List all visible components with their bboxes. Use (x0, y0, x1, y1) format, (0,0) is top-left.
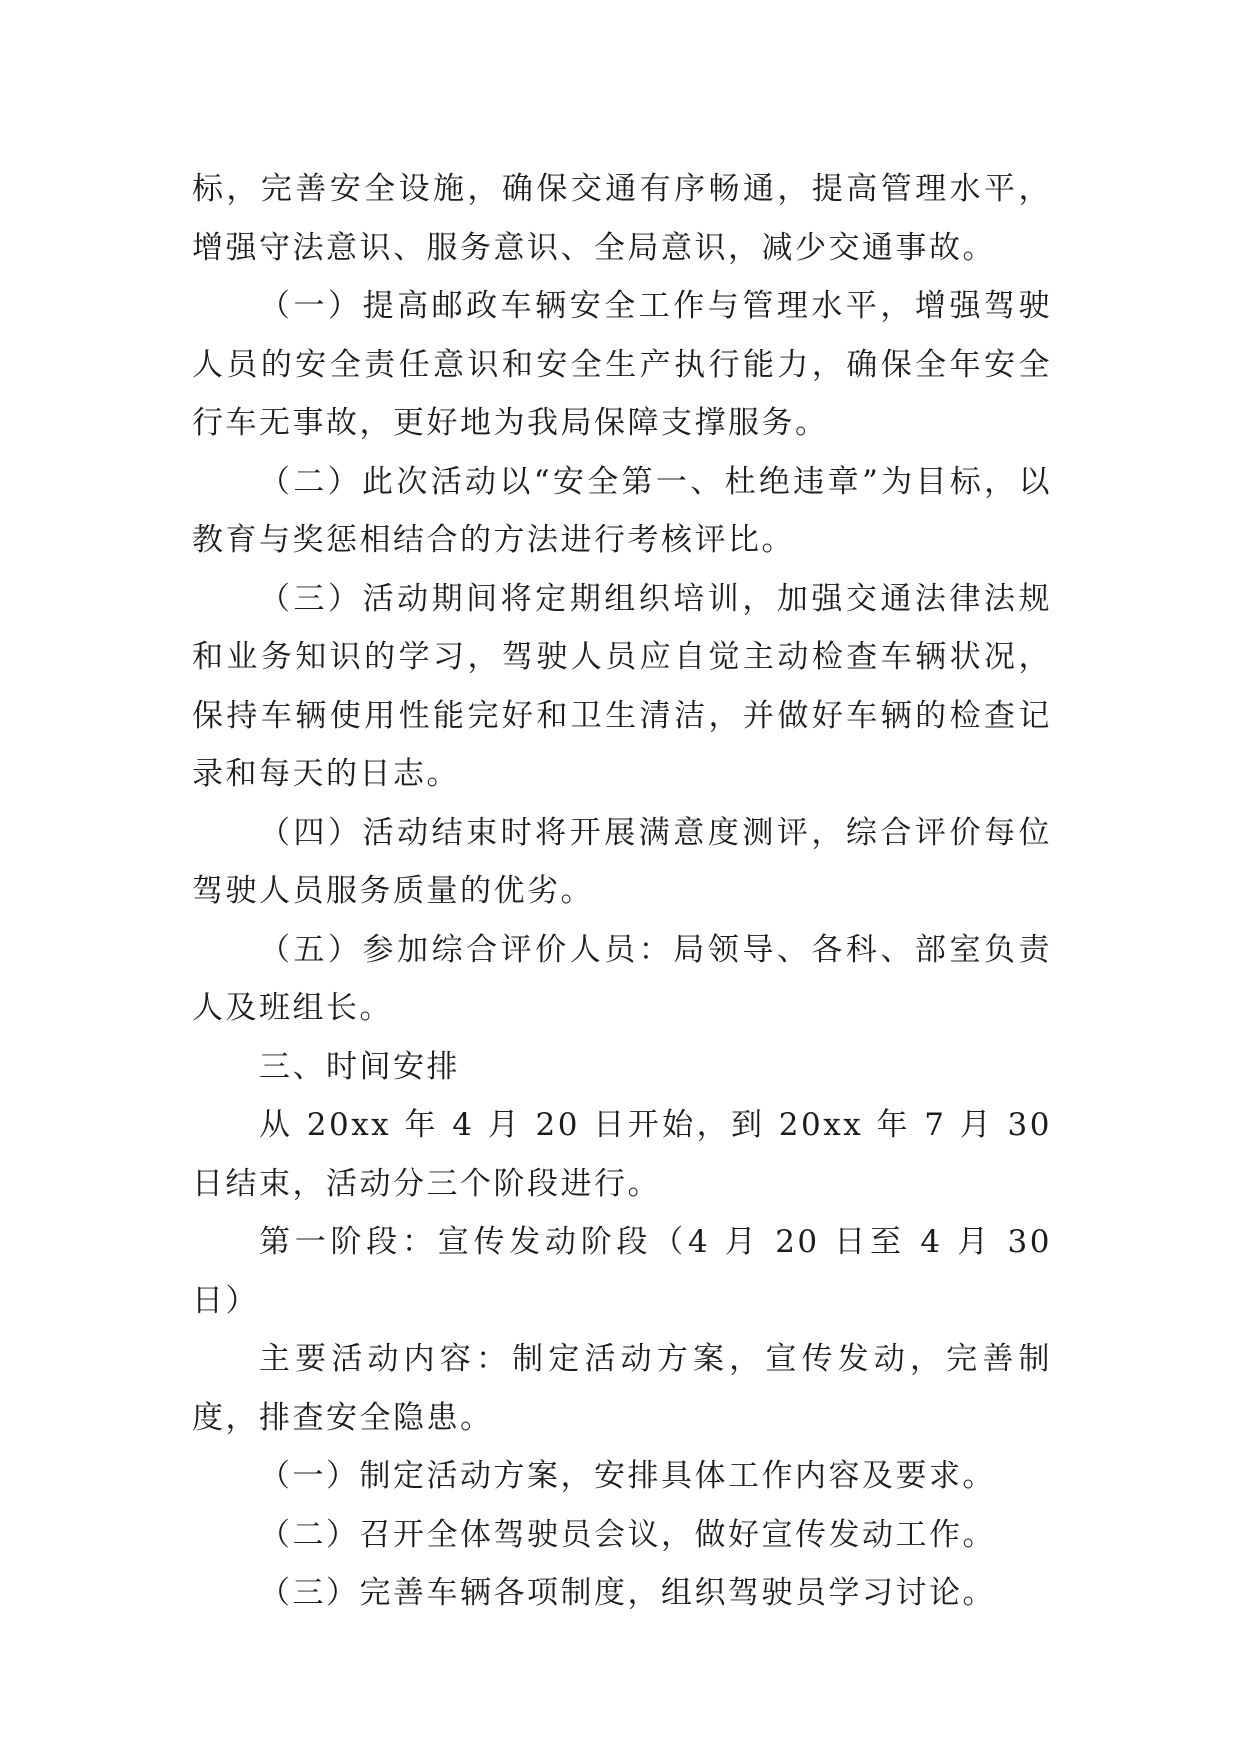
paragraph-11: （一）制定活动方案，安排具体工作内容及要求。 (259, 1458, 996, 1494)
paragraph-1: 标，完善安全设施，确保交通有序畅通，提高管理水平，增强守法意识、服务意识、全局意识，减少交通事故。 (192, 171, 1052, 266)
document-body (192, 160, 1052, 1623)
paragraph-3: （二）此次活动以“安全第一、杜绝违章”为目标，以教育与奖惩相结合的方法进行考核评比。 (192, 463, 1052, 558)
paragraph-13: （三）完善车辆各项制度，组织驾驶员学习讨论。 (259, 1575, 996, 1611)
paragraph-5: （四）活动结束时将开展满意度测评，综合评价每位驾驶人员服务质量的优劣。 (192, 814, 1052, 909)
paragraph-8: 从 20xx 年 4 月 20 日开始，到 20xx 年 7 月 30 日结束，活动分三个阶段进行。 (192, 1107, 1052, 1202)
phase-one-heading: 第一阶段：宣传发动阶段（4 月 20 日至 4 月 30 日） (192, 1224, 1052, 1319)
section-heading-schedule: 三、时间安排 (259, 1048, 460, 1085)
paragraph-6: （五）参加综合评价人员：局领导、各科、部室负责人及班组长。 (192, 931, 1052, 1026)
paragraph-4: （三）活动期间将定期组织培训，加强交通法律法规和业务知识的学习，驾驶人员应自觉主动检查车辆状况，保持车辆使用性能完好和卫生清洁，并做好车辆的检查记录和每天的日志。 (192, 580, 1052, 792)
paragraph-10: 主要活动内容：制定活动方案，宣传发动，完善制度，排查安全隐患。 (192, 1341, 1052, 1436)
paragraph-2: （一）提高邮政车辆安全工作与管理水平，增强驾驶人员的安全责任意识和安全生产执行能力，确保全年安全行车无事故，更好地为我局保障支撑服务。 (192, 288, 1052, 441)
paragraph-12: （二）召开全体驾驶员会议，做好宣传发动工作。 (259, 1516, 996, 1553)
